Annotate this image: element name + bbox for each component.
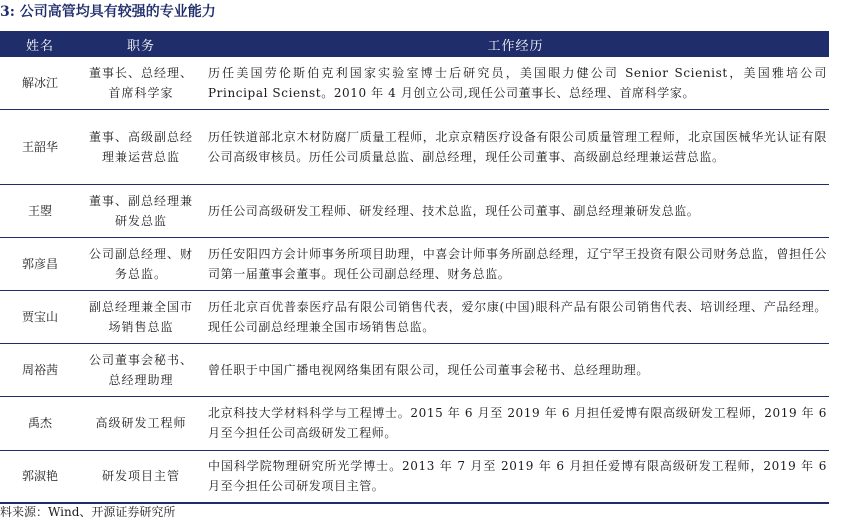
table-row (0, 109, 829, 184)
table-title: 3: 公司高管均具有较强的专业能力 (0, 4, 216, 20)
cell-experience: 曾任职于中国广播电视网络集团有限公司，现任公司董事会秘书、总经理助理。 (202, 343, 829, 396)
cell-name: 周裕茜 (0, 343, 80, 396)
cell-role: 公司副总经理、财务总监。 (80, 237, 202, 290)
cell-name: 王曌 (0, 184, 80, 237)
table-header-row (0, 31, 829, 57)
header-name: 姓名 (0, 31, 80, 57)
cell-role: 公司董事会秘书、总经理助理 (80, 343, 202, 396)
table-row (0, 184, 829, 237)
table-row (0, 396, 829, 450)
cell-name: 贾宝山 (0, 290, 80, 343)
cell-name: 郭彦昌 (0, 237, 80, 290)
cell-experience: 历任安阳四方会计师事务所项目助理，中喜会计师事务所副总经理，辽宁罕王投资有限公司财务总监，曾担任公司第一届董事会董事。现任公司副总经理、财务总监。 (202, 237, 829, 290)
header-role: 职务 (80, 31, 202, 57)
cell-experience: 历任北京百优普泰医疗品有限公司销售代表，爱尔康(中国)眼科产品有限公司销售代表、培训经理、产品经理。现任公司副总经理兼全国市场销售总监。 (202, 290, 829, 343)
executives-table (0, 31, 829, 504)
table-row (0, 450, 829, 503)
source-note: 料来源：Wind、开源证券研究所 (0, 505, 176, 519)
cell-name: 解冰江 (0, 57, 80, 109)
cell-experience: 北京科技大学材料科学与工程博士。2015 年 6 月至 2019 年 6 月担任爱博有限高级研发工程师，2019 年 6 月至今担任公司高级研发工程师。 (202, 396, 829, 450)
table-row (0, 57, 829, 109)
table-row (0, 237, 829, 290)
table-row (0, 343, 829, 396)
cell-experience: 中国科学院物理研究所光学博士。2013 年 7 月至 2019 年 6 月担任爱博有限高级研发工程师，2019 年 6 月至今担任公司研发项目主管。 (202, 450, 829, 503)
cell-name: 禹杰 (0, 396, 80, 450)
cell-role: 副总经理兼全国市场销售总监 (80, 290, 202, 343)
cell-role: 研发项目主管 (80, 450, 202, 503)
cell-role: 董事、高级副总经理兼运营总监 (80, 109, 202, 184)
cell-role: 董事、副总经理兼研发总监 (80, 184, 202, 237)
cell-name: 郭淑艳 (0, 450, 80, 503)
table-row (0, 290, 829, 343)
cell-role: 董事长、总经理、首席科学家 (80, 57, 202, 109)
cell-experience: 历任美国劳伦斯伯克利国家实验室博士后研究员，美国眼力健公司 Senior Scienist，美国雅培公司 Principal Scienst。2010 年 4 月创立公司,现任公司董事长、总经理、首席科学家。 (202, 57, 829, 109)
header-experience: 工作经历 (202, 31, 829, 57)
cell-name: 王韶华 (0, 109, 80, 184)
cell-experience: 历任公司高级研发工程师、研发经理、技术总监，现任公司董事、副总经理兼研发总监。 (202, 184, 829, 237)
cell-experience: 历任铁道部北京木材防腐厂质量工程师，北京京精医疗设备有限公司质量管理工程师，北京国医械华光认证有限公司高级审核员。历任公司质量总监、副总经理，现任公司董事、高级副总经理兼运营总监。 (202, 109, 829, 184)
cell-role: 高级研发工程师 (80, 396, 202, 450)
